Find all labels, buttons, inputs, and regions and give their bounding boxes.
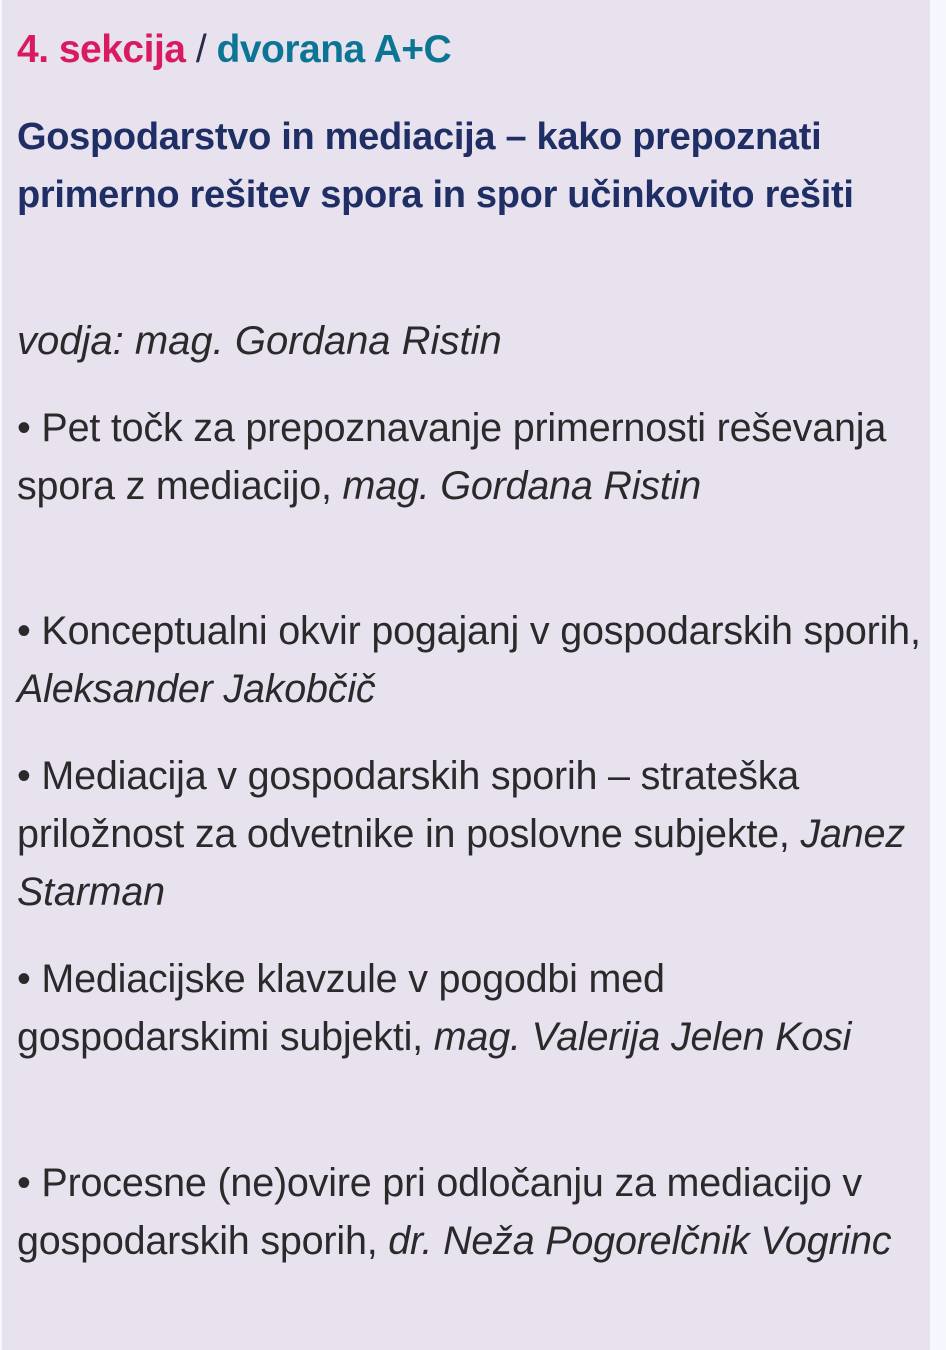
content-panel [2,0,930,1350]
talk-topic: Mediacijske klavzule v pogodbi med gospodarskimi subjekti, [17,957,665,1059]
heading-separator: / [195,28,207,71]
bullet: • [17,609,31,653]
talk-speaker: Janez Starman [17,812,905,914]
talk-topic: Konceptualni okvir pogajanj v gospodarskih sporih, [41,609,921,653]
section-title: Gospodarstvo in mediacija – kako prepoznati primerno rešitev spora in spor učinkovito rešiti [17,116,854,216]
talk-speaker: mag. Valerija Jelen Kosi [433,1015,852,1059]
talk-speaker: dr. Neža Pogorelčnik Vogrinc [388,1219,892,1263]
list-item [17,747,922,921]
list-item [17,1154,922,1270]
talk-topic: Procesne (ne)ovire pri odločanju za mediacijo v gospodarskih sporih, [17,1161,862,1263]
talk-topic: Mediacija v gospodarskih sporih – strateška priložnost za odvetnike in poslovne subjekte, [17,754,800,856]
bullet: • [17,406,31,450]
list-item [17,602,922,718]
section-heading [17,28,451,72]
bullet: • [17,754,31,798]
bullet: • [17,1161,31,1205]
bullet: • [17,957,31,1001]
section-leader: vodja: mag. Gordana Ristin [17,319,502,363]
talk-speaker: mag. Gordana Ristin [342,464,701,508]
section-number: 4. sekcija [17,28,186,71]
hall-name: dvorana A+C [216,28,452,71]
list-item [17,950,922,1066]
talk-topic: Pet točk za prepoznavanje primernosti reševanja spora z mediacijo, [17,406,887,508]
list-item [17,399,922,515]
talk-speaker: Aleksander Jakobčič [17,667,376,711]
